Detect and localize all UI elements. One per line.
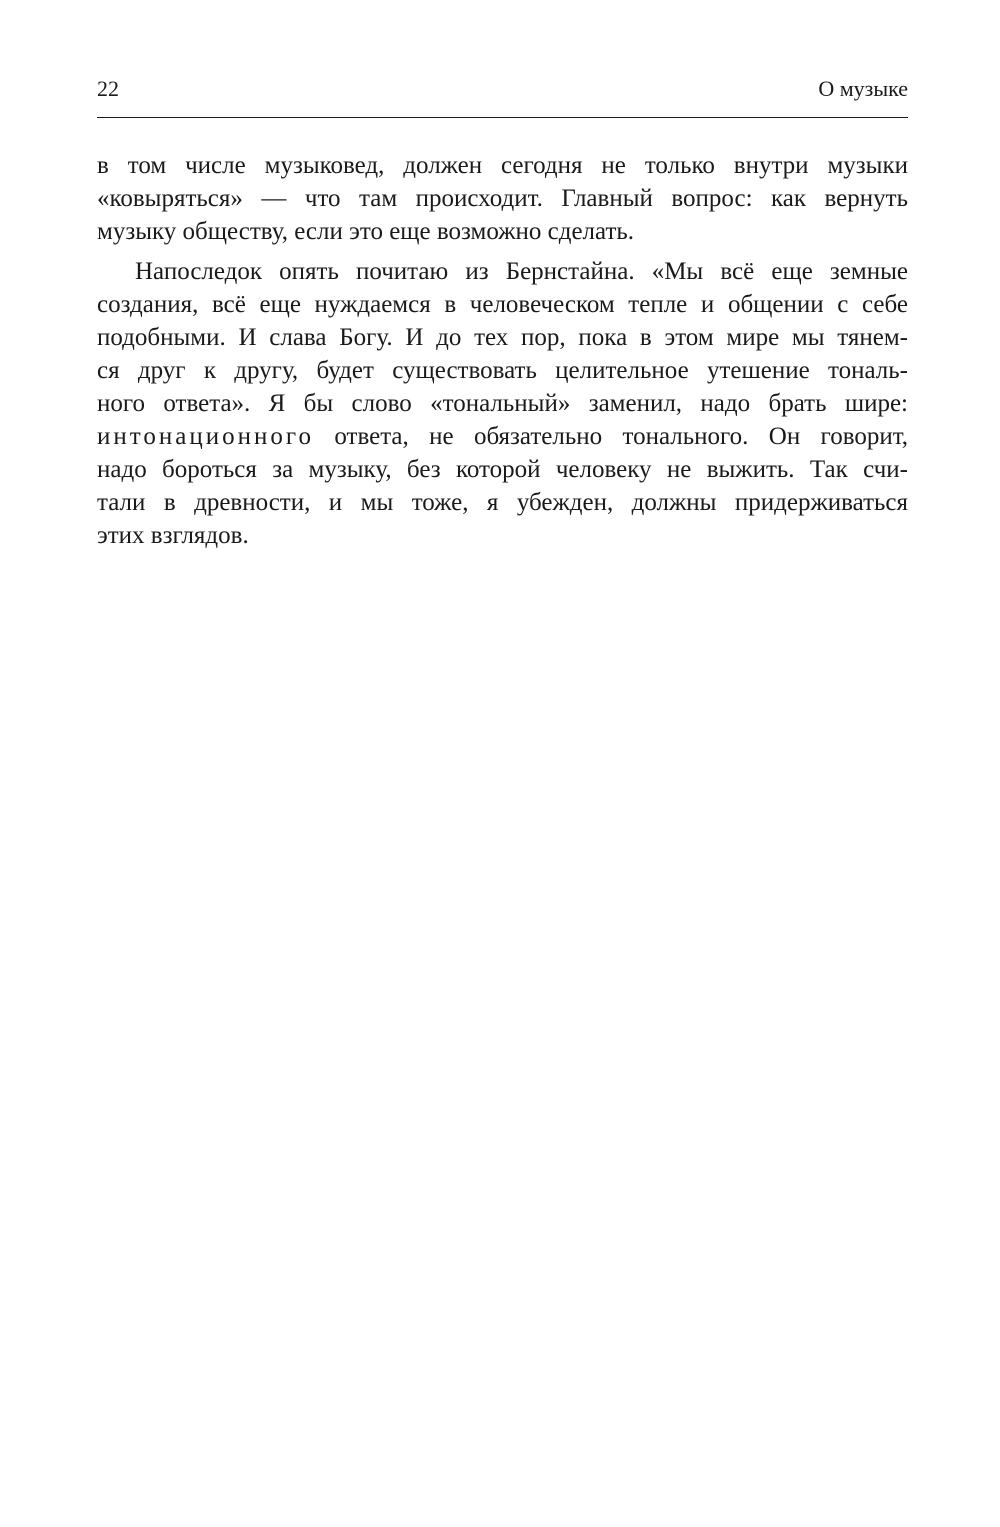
text-line: ся друг к другу, будет существовать целительное утешение тональ-	[97, 357, 908, 384]
text-line-composite	[97, 420, 908, 453]
text-line: «ковыряться» — что там происходит. Главный вопрос: как вернуть	[97, 185, 908, 212]
body-text	[97, 149, 908, 552]
running-title: О музыке	[818, 76, 908, 101]
text-line: этих взглядов.	[97, 522, 249, 549]
text-line: Напоследок опять почитаю из Бернстайна. «Мы всё еще земные	[135, 258, 908, 285]
paragraph-gap	[97, 248, 908, 255]
text-line: музыку обществу, если это еще возможно сделать.	[97, 218, 635, 245]
text-line: создания, всё еще нуждаемся в человеческом тепле и общении с себе	[97, 291, 908, 318]
text-line: тали в древности, и мы тоже, я убежден, должны придерживаться	[97, 489, 908, 516]
text-line: надо бороться за музыку, без которой человеку не выжить. Так счи-	[97, 456, 908, 483]
emphasized-word: интонационного	[97, 423, 314, 450]
text-line: ного ответа». Я бы слово «тональный» заменил, надо брать шире:	[97, 390, 908, 417]
text-line: в том числе музыковед, должен сегодня не только внутри музыки	[97, 152, 908, 179]
text-line: подобными. И слава Богу. И до тех пор, пока в этом мире мы тянем-	[97, 324, 908, 351]
page-header	[97, 74, 908, 104]
page-number: 22	[97, 76, 119, 101]
header-rule	[97, 117, 908, 118]
text-line-rest: ответа, не обязательно тонального. Он говорит,	[334, 423, 909, 450]
